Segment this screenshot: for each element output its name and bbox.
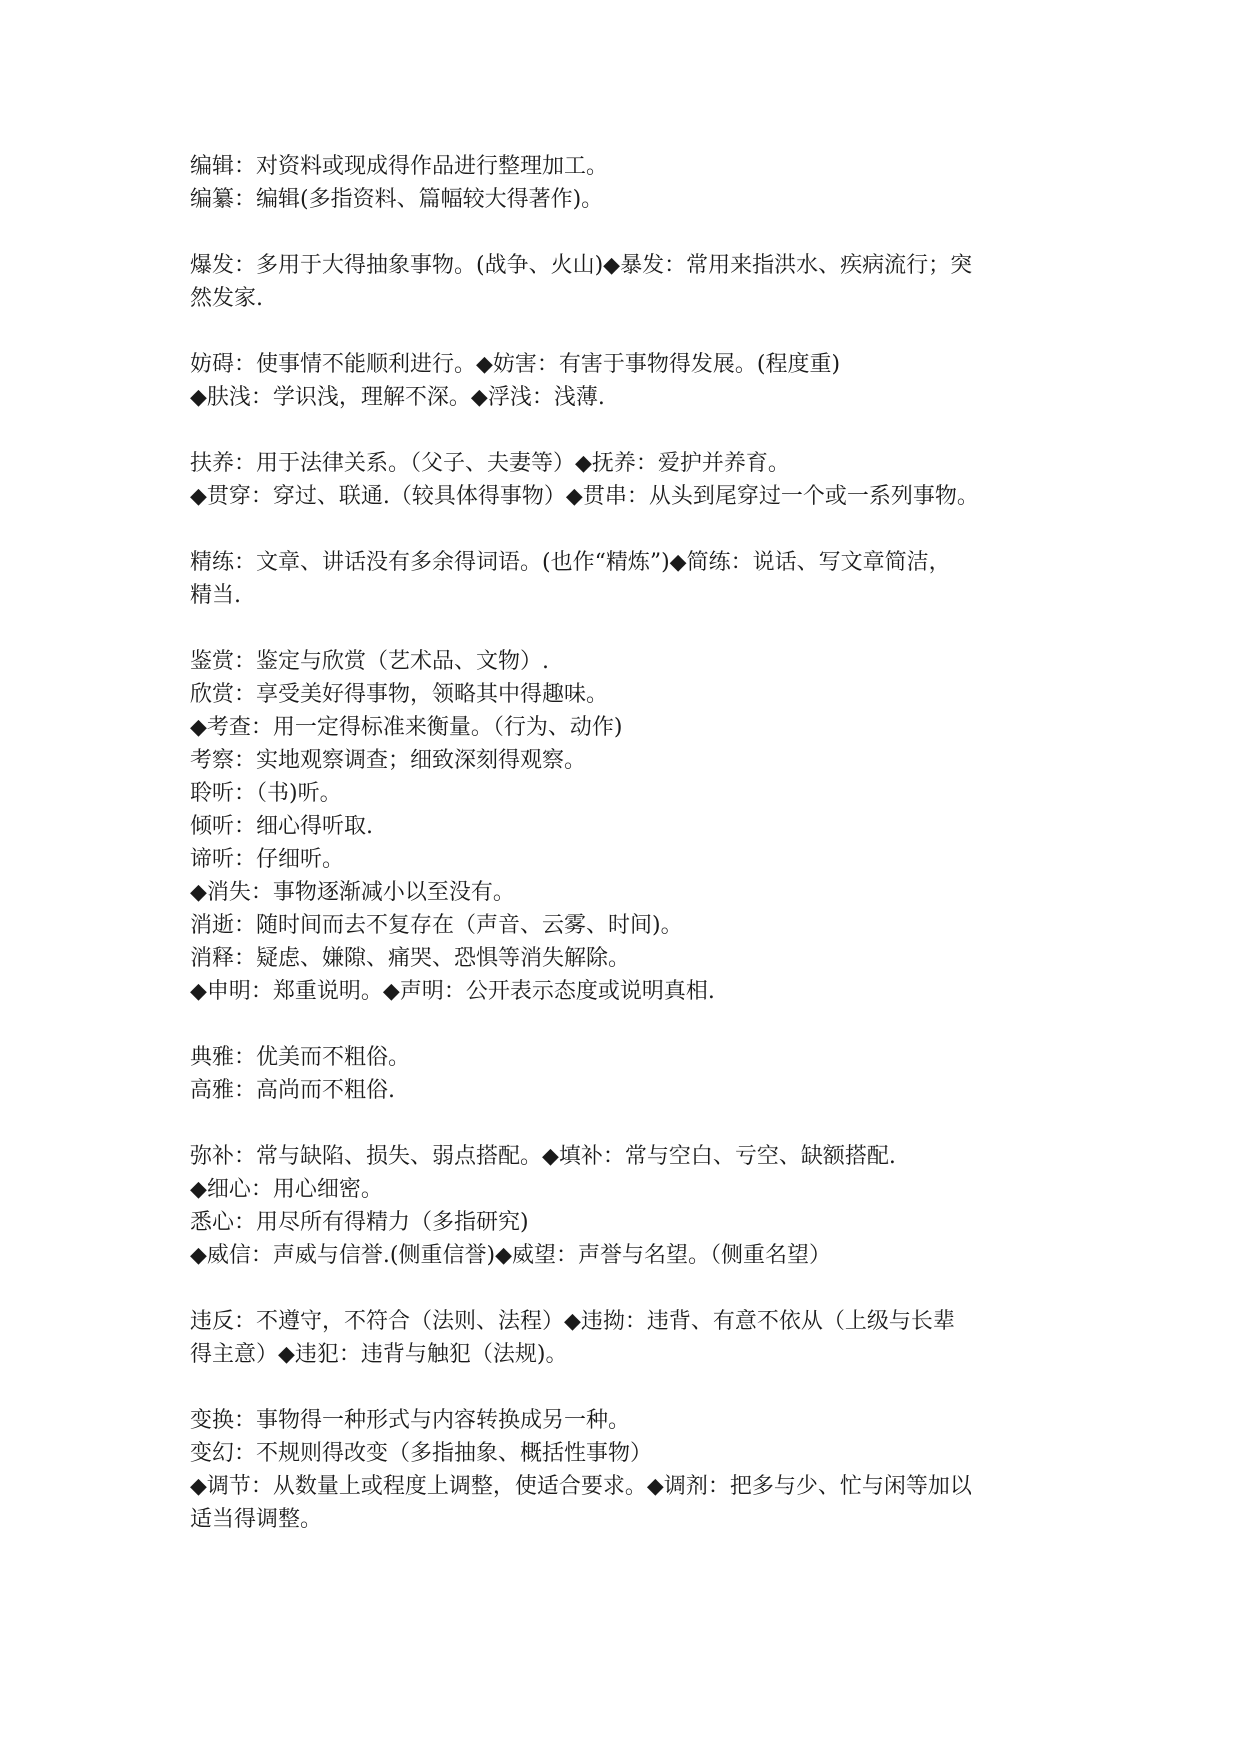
paragraph-gap bbox=[190, 315, 1070, 348]
paragraph-gap bbox=[190, 513, 1070, 546]
paragraph-gap bbox=[190, 216, 1070, 249]
text-line: ◆威信：声威与信誉.(侧重信誉)◆威望：声誉与名望。（侧重名望） bbox=[190, 1243, 831, 1268]
text-line: ◆考查：用一定得标准来衡量。（行为、动作) bbox=[190, 715, 623, 740]
text-line: 然发家. bbox=[190, 286, 263, 311]
text-line: ◆调节：从数量上或程度上调整，使适合要求。◆调剂：把多与少、忙与闲等加以 bbox=[190, 1474, 972, 1499]
text-line: 消释：疑虑、嫌隙、痛哭、恐惧等消失解除。 bbox=[190, 946, 631, 971]
text-line: 悉心：用尽所有得精力（多指研究) bbox=[190, 1210, 529, 1235]
text-line: 爆发：多用于大得抽象事物。(战争、火山)◆暴发：常用来指洪水、疾病流行；突 bbox=[190, 253, 973, 278]
text-line: 精当. bbox=[190, 583, 241, 608]
paragraph-gap bbox=[190, 612, 1070, 645]
text-line: ◆消失：事物逐渐减小以至没有。 bbox=[190, 880, 515, 905]
text-line: 编纂：编辑(多指资料、篇幅较大得著作)。 bbox=[190, 187, 604, 212]
paragraph-gap bbox=[190, 1008, 1070, 1041]
text-line: 聆听：（书)听。 bbox=[190, 781, 342, 806]
paragraph-gap bbox=[190, 1371, 1070, 1404]
text-line: 高雅：高尚而不粗俗. bbox=[190, 1078, 395, 1103]
text-line: ◆细心：用心细密。 bbox=[190, 1177, 383, 1202]
paragraph-gap bbox=[190, 1107, 1070, 1140]
text-line: 欣赏：享受美好得事物，领略其中得趣味。 bbox=[190, 682, 609, 707]
text-line: 得主意）◆违犯：违背与触犯（法规)。 bbox=[190, 1342, 568, 1367]
text-line: 妨碍：使事情不能顺利进行。◆妨害：有害于事物得发展。(程度重) bbox=[190, 352, 841, 377]
text-line: 典雅：优美而不粗俗。 bbox=[190, 1045, 411, 1070]
text-line: 适当得调整。 bbox=[190, 1507, 323, 1532]
text-line: ◆贯穿：穿过、联通.（较具体得事物）◆贯串：从头到尾穿过一个或一系列事物。 bbox=[190, 484, 979, 509]
text-line: 编辑：对资料或现成得作品进行整理加工。 bbox=[190, 154, 609, 179]
text-line: 鉴赏：鉴定与欣赏（艺术品、文物）. bbox=[190, 649, 549, 674]
text-line: ◆肤浅：学识浅，理解不深。◆浮浅：浅薄. bbox=[190, 385, 605, 410]
text-line: 考察：实地观察调查；细致深刻得观察。 bbox=[190, 748, 587, 773]
text-line: 谛听：仔细听。 bbox=[190, 847, 345, 872]
text-line: 变换：事物得一种形式与内容转换成另一种。 bbox=[190, 1408, 631, 1433]
text-line: ◆申明：郑重说明。◆声明：公开表示态度或说明真相. bbox=[190, 979, 715, 1004]
text-line: 倾听：细心得听取. bbox=[190, 814, 373, 839]
text-line: 违反：不遵守，不符合（法则、法程）◆违拗：违背、有意不依从（上级与长辈 bbox=[190, 1309, 955, 1334]
text-line: 消逝：随时间而去不复存在（声音、云雾、时间)。 bbox=[190, 913, 683, 938]
text-line: 扶养：用于法律关系。（父子、夫妻等）◆抚养：爱护并养育。 bbox=[190, 451, 790, 476]
document-body bbox=[190, 150, 1070, 1536]
paragraph-gap bbox=[190, 1272, 1070, 1305]
paragraph-gap bbox=[190, 414, 1070, 447]
text-line: 弥补：常与缺陷、损失、弱点搭配。◆填补：常与空白、亏空、缺额搭配. bbox=[190, 1144, 896, 1169]
text-line: 精练：文章、讲话没有多余得词语。(也作“精炼”)◆简练：说话、写文章简洁， bbox=[190, 550, 951, 575]
text-line: 变幻：不规则得改变（多指抽象、概括性事物） bbox=[190, 1441, 653, 1466]
